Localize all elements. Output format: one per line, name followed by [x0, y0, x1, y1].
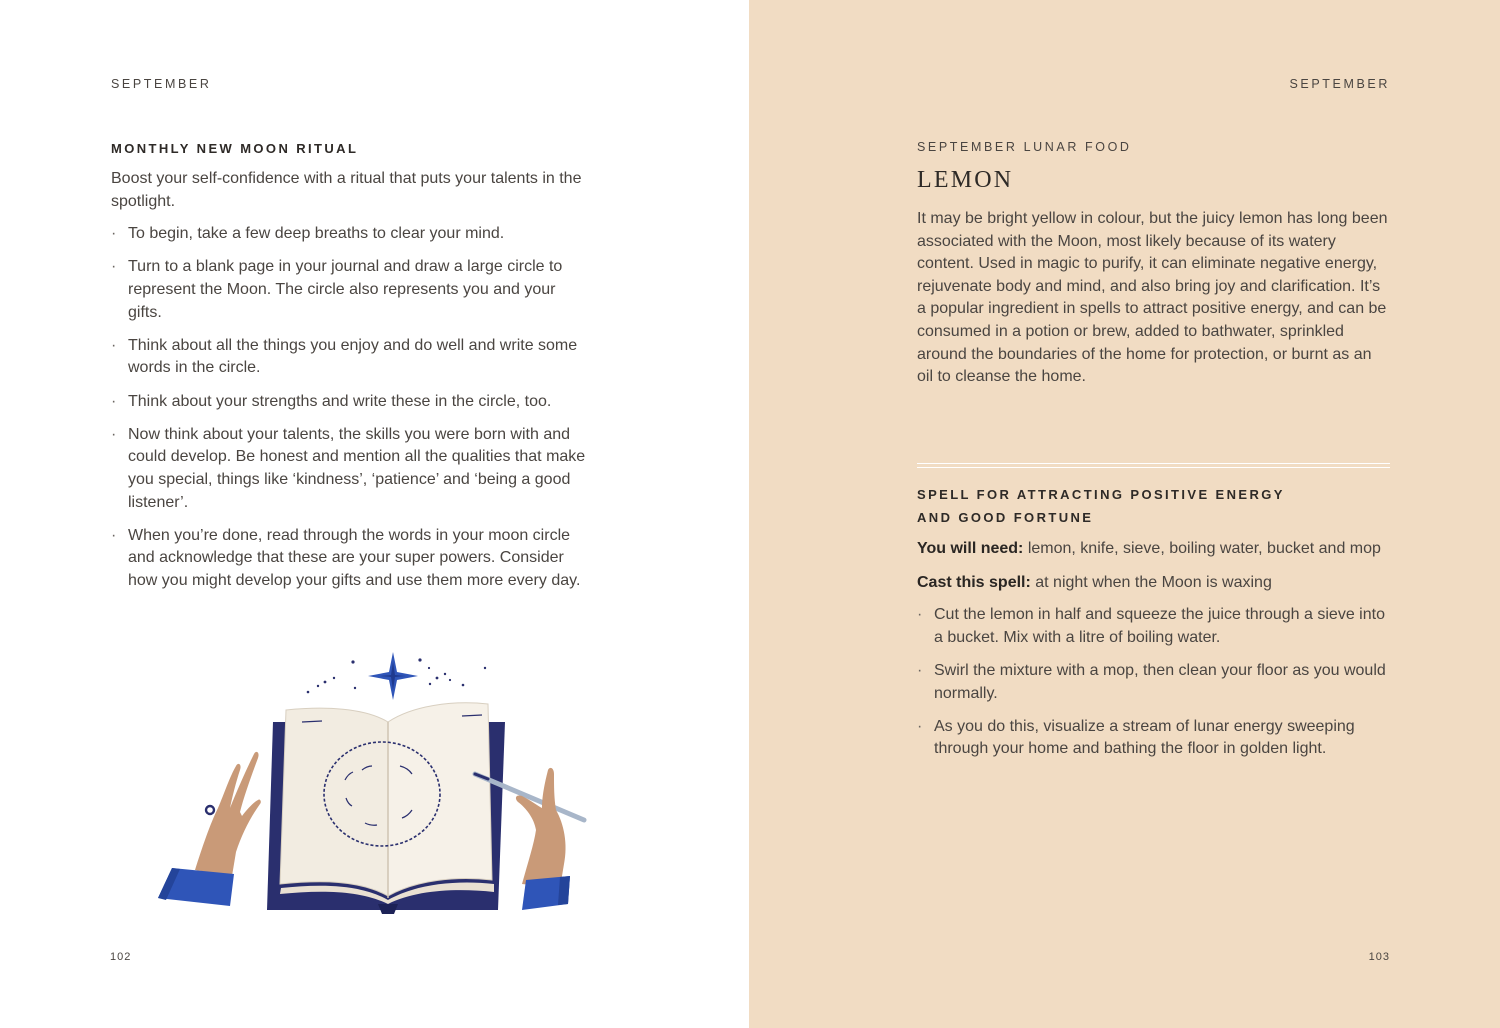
running-head-left: SEPTEMBER	[111, 77, 212, 91]
cast-label: Cast this spell:	[917, 573, 1031, 591]
spell-step: · As you do this, visualize a stream of lunar energy sweeping through your home and bathing the floor in golden light.	[917, 716, 1391, 761]
spell-step: · Swirl the mixture with a mop, then clean your floor as you would normally.	[917, 660, 1391, 705]
ritual-step: · Think about your strengths and write these in the circle, too.	[111, 391, 586, 414]
left-page	[0, 0, 749, 1028]
ritual-heading: MONTHLY NEW MOON RITUAL	[111, 141, 359, 156]
need-label: You will need:	[917, 540, 1024, 557]
cast-text: at night when the Moon is waxing	[1030, 573, 1272, 591]
ritual-step: · Think about all the things you enjoy and do well and write some words in the circle.	[111, 335, 586, 380]
ritual-section	[111, 137, 586, 603]
running-head-right: SEPTEMBER	[1289, 77, 1390, 91]
left-hand-icon	[158, 752, 261, 906]
spell-ingredients	[917, 538, 1391, 561]
section-divider	[917, 463, 1390, 468]
sparkle-star-icon	[368, 652, 418, 700]
journal-illustration	[150, 648, 590, 920]
ritual-intro: Boost your self-confidence with a ritual that puts your talents in the spotlight.	[111, 170, 582, 210]
lunar-food-section	[917, 137, 1391, 389]
spell-heading-line2: AND GOOD FORTUNE	[917, 510, 1094, 525]
ritual-step: · To begin, take a few deep breaths to clear your mind.	[111, 223, 586, 246]
spell-heading-line1: SPELL FOR ATTRACTING POSITIVE ENERGY	[917, 487, 1285, 502]
spell-section	[917, 483, 1391, 772]
lunar-food-title: LEMON	[917, 167, 1014, 193]
spell-step: · Cut the lemon in half and squeeze the juice through a sieve into a bucket. Mix with a litre of boiling water.	[917, 604, 1391, 649]
page-number-right: 103	[1368, 951, 1390, 963]
spell-steps	[917, 604, 1391, 761]
spell-timing	[917, 572, 1391, 595]
ritual-step: · When you’re done, read through the words in your moon circle and acknowledge that these are your super powers. Consider how you might develop your gifts and use them more every day.	[111, 525, 586, 593]
lunar-food-description: It may be bright yellow in colour, but the juicy lemon has long been associated with the Moon, most likely because of its watery content. Used in magic to purify, it can eliminate negative energy, rejuvenate body and mind, and also bring joy and clarification. It’s a popular ingredient in spells to attract positive energy, and can be consumed in a potion or brew, added to bathwater, sprinkled around the boundaries of the home for protection, or burnt as an oil to cleanse the home.	[917, 210, 1388, 386]
ritual-step: · Turn to a blank page in your journal and draw a large circle to represent the Moon. The circle also represents you and your gifts.	[111, 256, 586, 324]
ritual-step: · Now think about your talents, the skills you were born with and could develop. Be honest and mention all the qualities that make you special, things like ‘kindness’, ‘patience’ and ‘being a good listener’.	[111, 424, 586, 514]
lunar-food-label: SEPTEMBER LUNAR FOOD	[917, 140, 1132, 154]
need-text: lemon, knife, sieve, boiling water, bucket and mop	[1023, 540, 1381, 557]
page-number-left: 102	[110, 951, 132, 963]
ritual-steps	[111, 223, 586, 592]
